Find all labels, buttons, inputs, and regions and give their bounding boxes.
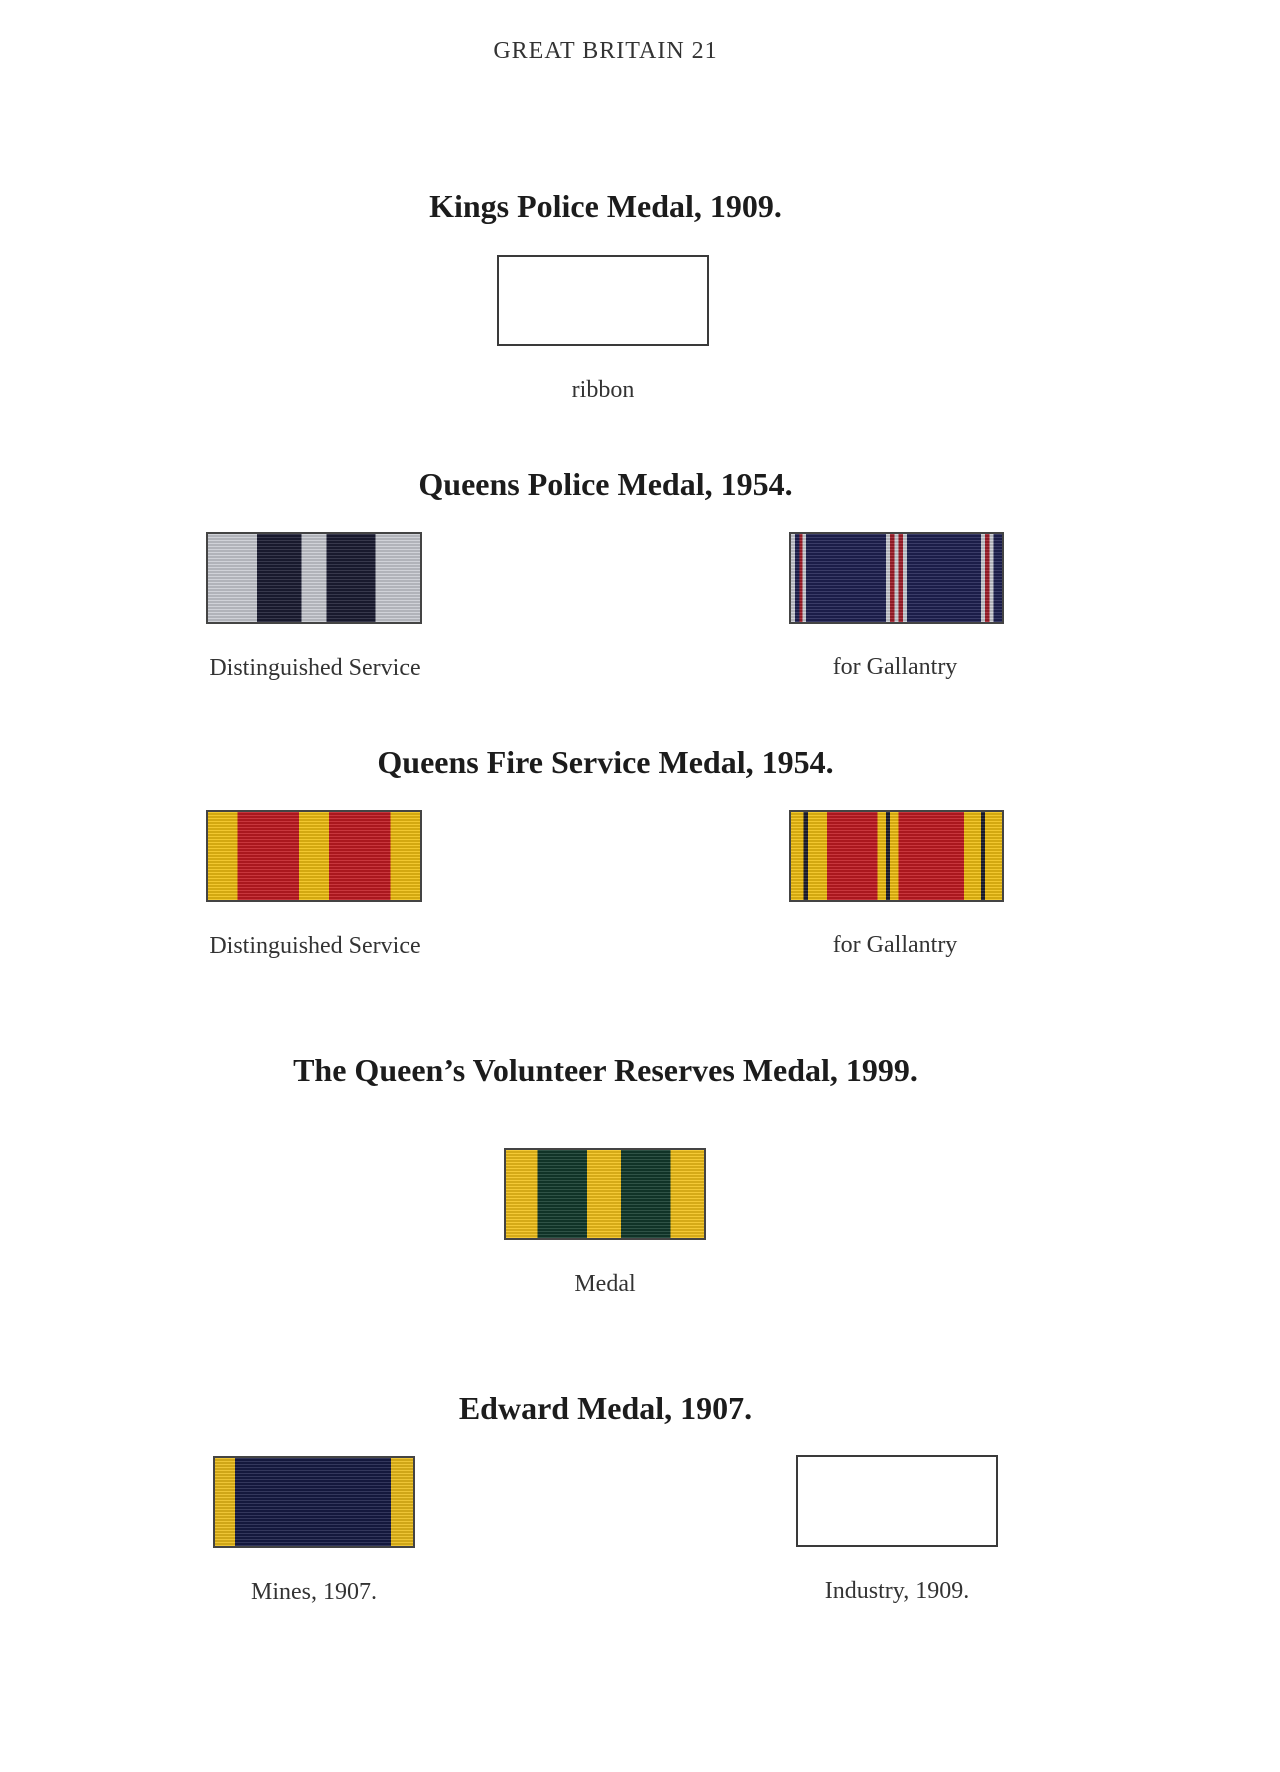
kings-police-caption: ribbon bbox=[571, 377, 635, 403]
edward-medal-title: Edward Medal, 1907. bbox=[458, 1390, 753, 1426]
edward-right-caption: Industry, 1909. bbox=[824, 1578, 970, 1604]
queens-police-gallantry-ribbon bbox=[789, 532, 1004, 624]
edward-industry-ribbon-blank bbox=[796, 1455, 998, 1547]
queens-fire-left-caption: Distinguished Service bbox=[209, 933, 421, 959]
edward-left-caption: Mines, 1907. bbox=[251, 1579, 377, 1605]
queens-police-left-caption: Distinguished Service bbox=[209, 655, 421, 681]
page-header: GREAT BRITAIN 21 bbox=[493, 38, 718, 64]
volunteer-reserves-medal-title: The Queen’s Volunteer Reserves Medal, 1999. bbox=[293, 1052, 918, 1088]
queens-fire-distinguished-ribbon bbox=[206, 810, 422, 902]
volunteer-reserves-ribbon bbox=[504, 1148, 706, 1240]
queens-police-medal-title: Queens Police Medal, 1954. bbox=[418, 466, 793, 502]
edward-mines-ribbon bbox=[213, 1456, 415, 1548]
queens-fire-right-caption: for Gallantry bbox=[832, 932, 958, 958]
kings-police-ribbon-blank bbox=[497, 255, 709, 346]
queens-fire-gallantry-ribbon bbox=[789, 810, 1004, 902]
kings-police-medal-title: Kings Police Medal, 1909. bbox=[429, 188, 782, 224]
queens-police-right-caption: for Gallantry bbox=[832, 654, 958, 680]
queens-fire-service-medal-title: Queens Fire Service Medal, 1954. bbox=[377, 744, 834, 780]
queens-police-distinguished-ribbon bbox=[206, 532, 422, 624]
volunteer-reserves-caption: Medal bbox=[574, 1271, 636, 1297]
